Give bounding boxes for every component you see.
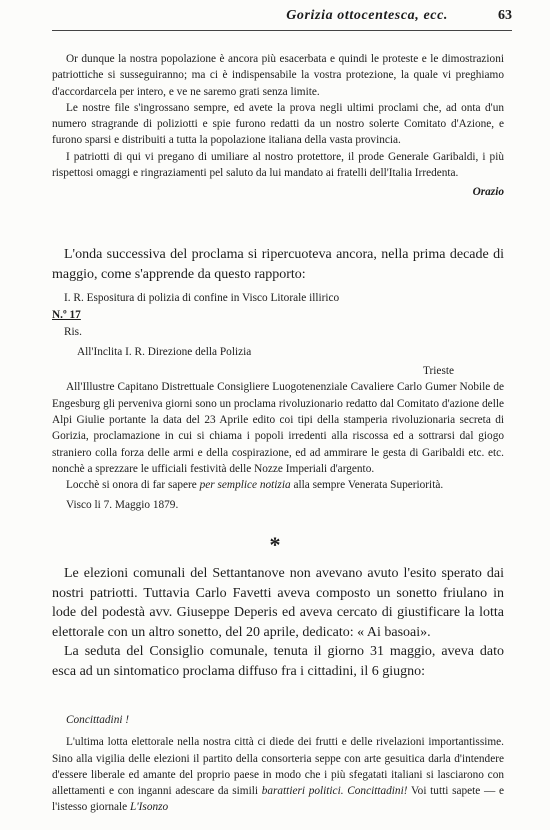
proclama-heading: Concittadini ! (66, 714, 130, 726)
narrative-text-3: La seduta del Consiglio comunale, tenuta il giorno 31 maggio, aveva dato esca ad un sintomatico proclama diffuso fra i cittadini, il 6 giugno: (52, 644, 504, 679)
report-office: I. R. Espositura di polizia di confine in Visco Litorale illirico (64, 292, 340, 304)
running-title: Gorizia ottocentesca, ecc. (286, 8, 448, 23)
report-date: Visco li 7. Maggio 1879. (66, 498, 179, 511)
proclama-text (52, 712, 504, 816)
letter-signature: Orazio (472, 186, 504, 199)
letter-paragraph-3: I patriotti di qui vi pregano di umiliare al nostro protettore, il prode Generale Garibaldi, i più rispettosi omaggi e ringraziamenti pel saluto da lui mandato ai fratelli dell'Italia Irredenta. (52, 150, 504, 180)
report-body: All'Illustre Capitano Distrettuale Consigliere Luogotenenziale Cavaliere Carlo Gumer Nobile de Engesburg gli perveniva giorni sono un proclama rivoluzionario redatto dal Comitato d'azione delle Alpi Giulie portante la data del 23 Aprile edito coi tipi della stamperia rivoluzionaria secreta di Gorizia, proclamazione in cui si chiama i popoli irredenti alla riscossa ed a sottrarsi dal giogo straniero colla forza delle armi e della cospirazione, ed ad ammirare le gesta di Garibaldi etc. etc. nonchè a sprezzare le ufficiali festività delle Nozze Imperiali d'argento. (52, 381, 504, 475)
narrative-text-2: Le elezioni comunali del Settantanove non avevano avuto l'esito sperato dai nostri patriotti. Tuttavia Carlo Favetti aveva composto un sonetto friulano in lode del podestà avv. Giuseppe Deperis ed aveva cercato di giustificare la lotta elettorale con un altro sonetto, del 20 aprile, dedicato: « Ai basoai». (52, 566, 504, 640)
letter-paragraph-1: Or dunque la nostra popolazione è ancora più esacerbata e quindi le proteste e le dimostrazioni patriottiche si susseguiranno; ma ci è indispensabile la vostra protezione, la quale vi preghiamo d'accordarcela per intero, e ve ne saremo grati senza limite. (52, 53, 504, 98)
report-city: Trieste (423, 365, 454, 378)
report-ris: Ris. (64, 325, 82, 338)
narrative-block-2 (52, 564, 504, 681)
report-closing: Locchè si onora di far sapere per semplice notizia alla sempre Venerata Superiorità. (66, 479, 444, 492)
letter-paragraph-2: Le nostre file s'ingrossano sempre, ed avete la prova negli ultimi proclami che, ad onta d'un numero stragrande di poliziotti e spie furono redatti da un nostro solerte Comitato d'Azione, e furono sparsi e distribuiti a tutta la popolazione italiana della vasta provincia. (52, 101, 504, 147)
letter-excerpt (52, 51, 504, 201)
narrative-text-1: L'onda successiva del proclama si ripercuoteva ancora, nella prima decade di maggio, come s'apprende da questo rapporto: (52, 247, 504, 282)
report-recipient: All'Inclita I. R. Direzione della Polizia (77, 345, 252, 358)
proclama-body: L'ultima lotta elettorale nella nostra città ci diede dei frutti e delle rivelazioni importantissime. Sino alla vigilia delle elezioni il partito della consorteria seppe con arte gesuitica darla d'intendere d'essere liberale ed amante del proprio paese in modo che i più sfegatati italiani si lasciarono con allettamenti e con inganni adescare da simili barattieri politici. Concittadini! Voi tutti sapete — e l'istesso giornale L'Isonzo (52, 736, 504, 814)
page-header (52, 8, 512, 31)
narrative-paragraph-1 (52, 245, 504, 284)
police-report (52, 290, 504, 513)
section-separator: * (269, 532, 281, 557)
page-number: 63 (498, 8, 512, 23)
report-number: N.º 17 (52, 309, 81, 322)
